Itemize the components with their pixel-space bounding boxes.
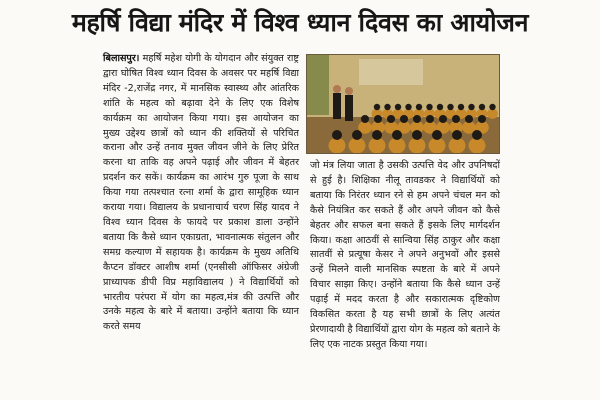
student-head [352, 130, 362, 140]
student-head [372, 130, 382, 140]
student-head [452, 130, 462, 140]
teacher-figure [333, 93, 341, 119]
student-head [392, 130, 402, 140]
student-head [426, 104, 432, 110]
headline: महर्षि विद्या मंदिर में विश्व ध्यान दिवस का आयोजन [71, 8, 529, 37]
student-head [447, 104, 453, 110]
student-head [384, 104, 390, 110]
student-head [489, 104, 495, 110]
student-head [405, 104, 411, 110]
student-head [426, 115, 434, 123]
student-head [439, 115, 447, 123]
article-text-right: जो मंत्र लिया जाता है उसकी उत्पत्ति वेद और उपनिषदों से हुई है। शिक्षिका नीलू तावडकर ने विद्यार्थियों को बताया कि निरंतर ध्यान रने से हम अपने चंचल मन को कैसे नियंत्रित कर सकते हैं और अपने जीवन को कैसे बेहतर और सफल बना सकते हैं इसके लिए मार्गदर्शन किया। कक्षा आठवीं से सान्विया सिंह ठाकुर और कक्षा सातवीं से प्रत्यूषा केसर ने अपने अनुभवों और इससे उन्हें मिलने वाली मानसिक स्पष्टता के बारे में अपने विचार साझा किए। उन्होंने बताया कि कैसे ध्यान उन्हें पढ़ाई में मदद करता है और सकारात्मक दृष्टिकोण विकसित करता है यह सभी छात्रों के लिए अत्यंत प्रेरणादायी है विद्यार्थियों द्वारा योग के महत्व को बताने के लिए एक नाटक प्रस्तुत किया गया। [310, 160, 500, 350]
student-head [416, 104, 422, 110]
student-head [374, 104, 380, 110]
teacher-head [333, 85, 341, 93]
student-head [412, 130, 422, 140]
student-head [387, 115, 395, 123]
teacher-figure [345, 95, 353, 121]
student-head [332, 130, 342, 140]
event-photo [306, 54, 500, 154]
article-text-left: महर्षि महेश योगी के योगदान और संयुक्त राष्ट्र द्वारा घोषित विश्व ध्यान दिवस के अवसर पर महर्षि विद्या मंदिर -2,राजेंद्र नगर, में मानसिक स्वास्थ्य और आंतरिक शांति के महत्व को बढ़ावा देने के लिए एक विशेष कार्यक्रम का आयोजन किया गया। इस आयोजन का मुख्य उद्देश्य छात्रों को ध्यान की शक्तियों से परिचित कराना और उन्हें तनाव मुक्त जीवन जीने के लिए प्रेरित करना था ताकि वह अपने पढ़ाई और जीवन में बेहतर प्रदर्शन कर सकें। कार्यक्रम का आरंभ गुरु पूजा के साथ किया गया तत्पश्चात रत्ना शर्मा के द्वारा सामूहिक ध्यान कराया गया। विद्यालय के प्रधानाचार्य चरण सिंह यादव ने विश्व ध्यान दिवस के फायदे पर प्रकाश डाला उन्होंने बताया कि कैसे ध्यान एकाग्रता, भावनात्मक संतुलन और समग्र कल्याण में सहायक है। कार्यक्रम के मुख्य अतिथि कैप्टन डॉक्टर आशीष शर्मा (एनसीसी ऑफिसर अंग्रेजी प्राध्यापक डीपी विप्र महाविद्यालय ) ने विद्यार्थियों को भारतीय परंपरा में योग का महत्व,मंत्र की उत्पत्ति और उनके महत्व के बारे में बताया। उन्होंने बताया कि ध्यान करते समय [103, 53, 299, 333]
student-head [479, 104, 485, 110]
student-head [395, 104, 401, 110]
student-head [452, 115, 460, 123]
student-head [413, 115, 421, 123]
student-head [468, 104, 474, 110]
student-head [472, 130, 482, 140]
student-head [478, 115, 486, 123]
dateline: बिलासपुर। [103, 53, 140, 64]
student-head [361, 115, 369, 123]
student-head [465, 115, 473, 123]
student-head [458, 104, 464, 110]
article-column-right [310, 159, 500, 353]
student-head [437, 104, 443, 110]
meditation-session-photo [307, 55, 500, 154]
teacher-head [345, 87, 353, 95]
student-head [400, 115, 408, 123]
student-head [374, 115, 382, 123]
article-column-left [103, 52, 299, 335]
student-head [432, 130, 442, 140]
